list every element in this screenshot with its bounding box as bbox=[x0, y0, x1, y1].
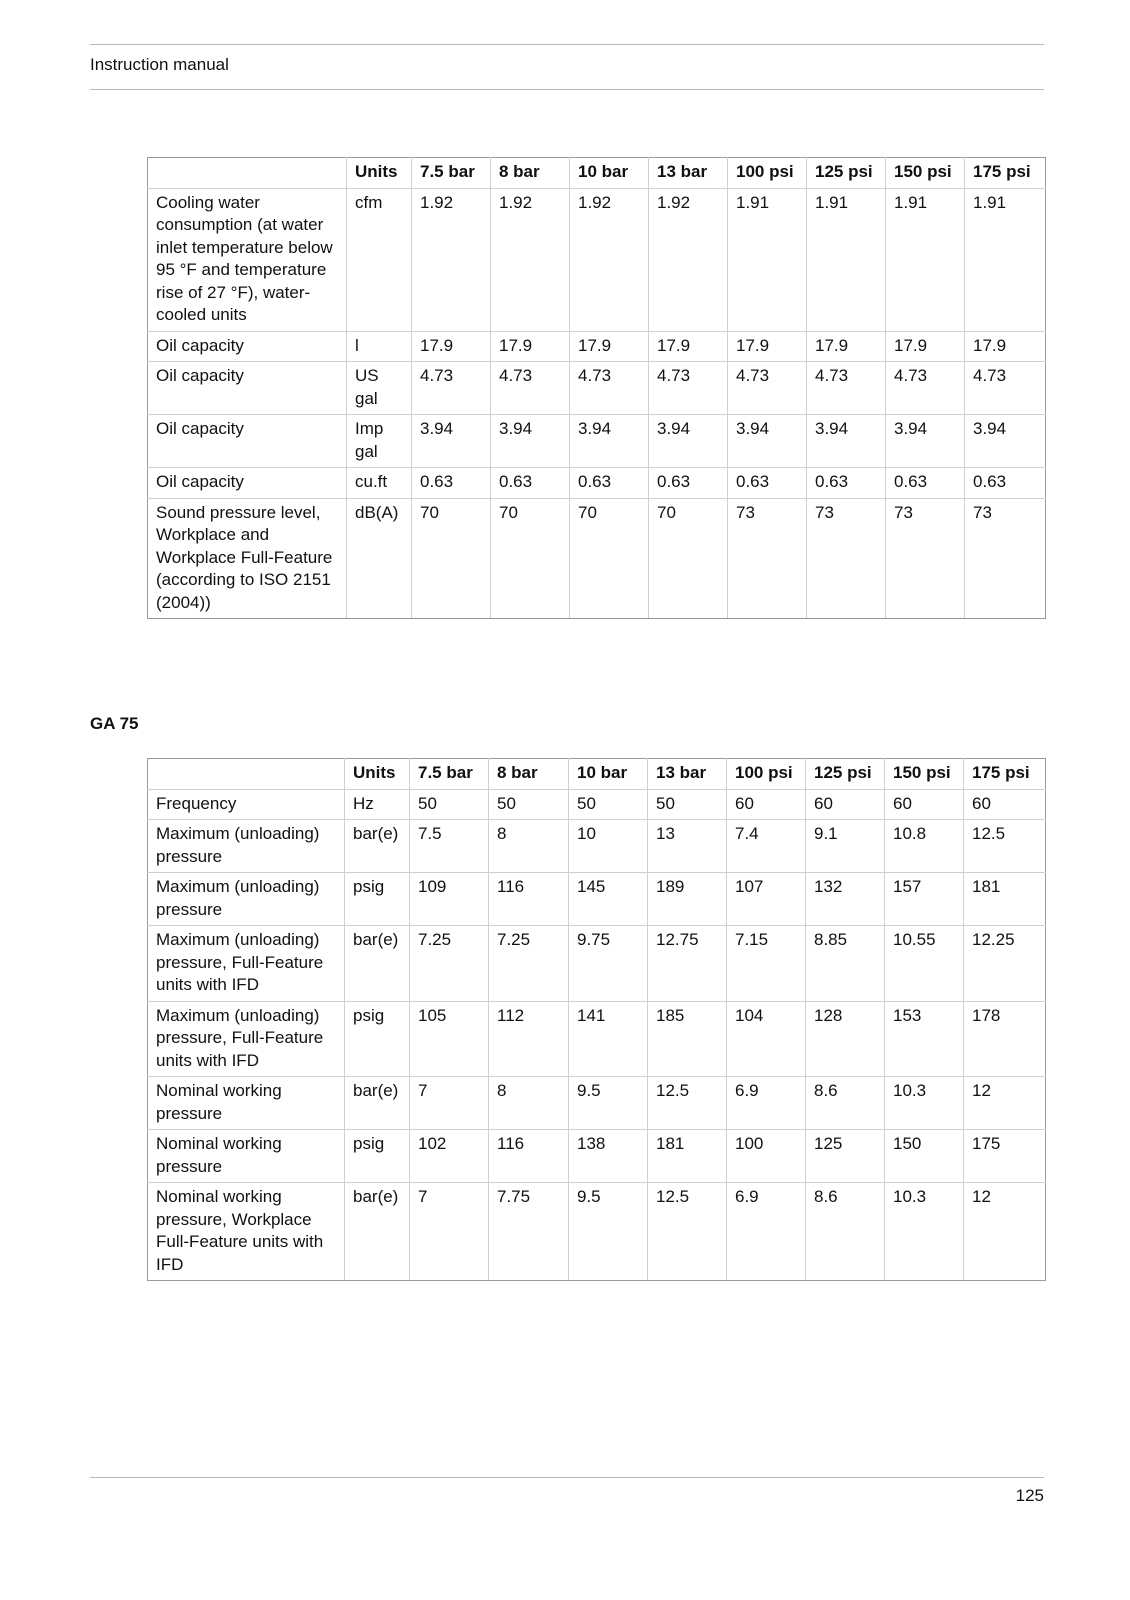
table-row bbox=[148, 362, 1046, 415]
value-cell: 132 bbox=[806, 873, 885, 926]
table-row bbox=[148, 415, 1046, 468]
value-cell: 6.9 bbox=[727, 1183, 806, 1281]
table-row bbox=[148, 498, 1046, 619]
value-cell: 125 bbox=[806, 1130, 885, 1183]
value-cell: 102 bbox=[410, 1130, 489, 1183]
unit-cell: psig bbox=[345, 873, 410, 926]
table-row bbox=[148, 331, 1046, 362]
value-cell: 60 bbox=[964, 789, 1046, 820]
value-cell: 60 bbox=[727, 789, 806, 820]
value-cell: 12.75 bbox=[648, 926, 727, 1002]
value-cell: 8 bbox=[489, 820, 569, 873]
value-cell: 73 bbox=[965, 498, 1046, 619]
value-cell: 73 bbox=[807, 498, 886, 619]
value-cell: 3.94 bbox=[491, 415, 570, 468]
value-cell: 10.55 bbox=[885, 926, 964, 1002]
value-cell: 9.75 bbox=[569, 926, 648, 1002]
value-cell: 138 bbox=[569, 1130, 648, 1183]
unit-cell: cu.ft bbox=[347, 468, 412, 499]
value-cell: 178 bbox=[964, 1001, 1046, 1077]
value-cell: 1.92 bbox=[491, 188, 570, 331]
value-cell: 10.8 bbox=[885, 820, 964, 873]
value-cell: 7.5 bbox=[410, 820, 489, 873]
value-cell: 9.5 bbox=[569, 1077, 648, 1130]
value-cell: 1.91 bbox=[886, 188, 965, 331]
value-cell: 17.9 bbox=[570, 331, 649, 362]
value-cell: 70 bbox=[491, 498, 570, 619]
header-top-rule bbox=[90, 44, 1044, 45]
unit-cell: dB(A) bbox=[347, 498, 412, 619]
row-label: Oil capacity bbox=[148, 362, 347, 415]
value-cell: 50 bbox=[410, 789, 489, 820]
value-cell: 12.5 bbox=[648, 1077, 727, 1130]
value-cell: 157 bbox=[885, 873, 964, 926]
value-cell: 12.5 bbox=[648, 1183, 727, 1281]
column-header: 175 psi bbox=[965, 158, 1046, 189]
column-header: 7.5 bar bbox=[412, 158, 491, 189]
value-cell: 1.92 bbox=[570, 188, 649, 331]
unit-cell: l bbox=[347, 331, 412, 362]
unit-cell: cfm bbox=[347, 188, 412, 331]
column-header: 7.5 bar bbox=[410, 759, 489, 790]
table-row bbox=[148, 789, 1046, 820]
value-cell: 17.9 bbox=[807, 331, 886, 362]
table-row bbox=[148, 926, 1046, 1002]
value-cell: 10.3 bbox=[885, 1183, 964, 1281]
value-cell: 181 bbox=[964, 873, 1046, 926]
value-cell: 3.94 bbox=[886, 415, 965, 468]
unit-cell: US gal bbox=[347, 362, 412, 415]
value-cell: 8 bbox=[489, 1077, 569, 1130]
value-cell: 0.63 bbox=[886, 468, 965, 499]
value-cell: 17.9 bbox=[965, 331, 1046, 362]
column-header: 100 psi bbox=[727, 759, 806, 790]
unit-cell: psig bbox=[345, 1001, 410, 1077]
value-cell: 4.73 bbox=[649, 362, 728, 415]
value-cell: 1.91 bbox=[965, 188, 1046, 331]
spec-table-2 bbox=[147, 758, 1046, 1281]
value-cell: 17.9 bbox=[491, 331, 570, 362]
value-cell: 181 bbox=[648, 1130, 727, 1183]
column-header: 10 bar bbox=[569, 759, 648, 790]
value-cell: 7.75 bbox=[489, 1183, 569, 1281]
value-cell: 17.9 bbox=[886, 331, 965, 362]
value-cell: 7.25 bbox=[489, 926, 569, 1002]
column-header: 175 psi bbox=[964, 759, 1046, 790]
row-label: Maximum (unloading) pressure bbox=[148, 873, 345, 926]
value-cell: 73 bbox=[886, 498, 965, 619]
value-cell: 8.6 bbox=[806, 1183, 885, 1281]
document-title: Instruction manual bbox=[90, 55, 229, 74]
value-cell: 60 bbox=[885, 789, 964, 820]
row-label: Cooling water consumption (at water inlet temperature below 95 °F and temperature rise of 27 °F), water-cooled units bbox=[148, 188, 347, 331]
value-cell: 3.94 bbox=[965, 415, 1046, 468]
page-number: 125 bbox=[1015, 1486, 1044, 1505]
table-row bbox=[148, 820, 1046, 873]
column-header: Units bbox=[347, 158, 412, 189]
value-cell: 3.94 bbox=[807, 415, 886, 468]
value-cell: 1.92 bbox=[649, 188, 728, 331]
table-row bbox=[148, 873, 1046, 926]
value-cell: 0.63 bbox=[570, 468, 649, 499]
table-row bbox=[148, 468, 1046, 499]
value-cell: 145 bbox=[569, 873, 648, 926]
column-header: 8 bar bbox=[491, 158, 570, 189]
unit-cell: bar(e) bbox=[345, 820, 410, 873]
row-label: Nominal working pressure bbox=[148, 1077, 345, 1130]
value-cell: 128 bbox=[806, 1001, 885, 1077]
value-cell: 1.92 bbox=[412, 188, 491, 331]
footer-rule bbox=[90, 1477, 1044, 1478]
value-cell: 4.73 bbox=[728, 362, 807, 415]
value-cell: 112 bbox=[489, 1001, 569, 1077]
value-cell: 4.73 bbox=[965, 362, 1046, 415]
header-bottom-rule bbox=[90, 89, 1044, 90]
value-cell: 4.73 bbox=[412, 362, 491, 415]
value-cell: 13 bbox=[648, 820, 727, 873]
spec-table-1 bbox=[147, 157, 1046, 619]
value-cell: 116 bbox=[489, 1130, 569, 1183]
value-cell: 73 bbox=[728, 498, 807, 619]
value-cell: 116 bbox=[489, 873, 569, 926]
table-row bbox=[148, 1130, 1046, 1183]
value-cell: 7.4 bbox=[727, 820, 806, 873]
value-cell: 0.63 bbox=[807, 468, 886, 499]
value-cell: 3.94 bbox=[570, 415, 649, 468]
value-cell: 70 bbox=[412, 498, 491, 619]
value-cell: 50 bbox=[648, 789, 727, 820]
value-cell: 0.63 bbox=[649, 468, 728, 499]
value-cell: 4.73 bbox=[807, 362, 886, 415]
value-cell: 0.63 bbox=[728, 468, 807, 499]
table-header-row bbox=[148, 158, 1046, 189]
value-cell: 185 bbox=[648, 1001, 727, 1077]
value-cell: 141 bbox=[569, 1001, 648, 1077]
value-cell: 7.15 bbox=[727, 926, 806, 1002]
value-cell: 4.73 bbox=[570, 362, 649, 415]
value-cell: 70 bbox=[649, 498, 728, 619]
value-cell: 9.1 bbox=[806, 820, 885, 873]
value-cell: 17.9 bbox=[728, 331, 807, 362]
row-label: Oil capacity bbox=[148, 415, 347, 468]
value-cell: 107 bbox=[727, 873, 806, 926]
column-header: Units bbox=[345, 759, 410, 790]
column-header: 125 psi bbox=[807, 158, 886, 189]
unit-cell: bar(e) bbox=[345, 1183, 410, 1281]
value-cell: 0.63 bbox=[412, 468, 491, 499]
value-cell: 8.85 bbox=[806, 926, 885, 1002]
row-label: Oil capacity bbox=[148, 331, 347, 362]
value-cell: 1.91 bbox=[807, 188, 886, 331]
value-cell: 17.9 bbox=[649, 331, 728, 362]
column-header: 150 psi bbox=[885, 759, 964, 790]
value-cell: 0.63 bbox=[965, 468, 1046, 499]
value-cell: 12 bbox=[964, 1183, 1046, 1281]
section-heading: GA 75 bbox=[90, 714, 139, 733]
value-cell: 50 bbox=[489, 789, 569, 820]
table-row bbox=[148, 1183, 1046, 1281]
value-cell: 3.94 bbox=[412, 415, 491, 468]
value-cell: 104 bbox=[727, 1001, 806, 1077]
value-cell: 12.25 bbox=[964, 926, 1046, 1002]
unit-cell: Imp gal bbox=[347, 415, 412, 468]
row-label: Frequency bbox=[148, 789, 345, 820]
value-cell: 17.9 bbox=[412, 331, 491, 362]
unit-cell: psig bbox=[345, 1130, 410, 1183]
column-header bbox=[148, 759, 345, 790]
column-header: 100 psi bbox=[728, 158, 807, 189]
value-cell: 3.94 bbox=[728, 415, 807, 468]
table-header-row bbox=[148, 759, 1046, 790]
value-cell: 189 bbox=[648, 873, 727, 926]
value-cell: 70 bbox=[570, 498, 649, 619]
value-cell: 7 bbox=[410, 1077, 489, 1130]
row-label: Maximum (unloading) pressure, Full-Feature units with IFD bbox=[148, 926, 345, 1002]
value-cell: 175 bbox=[964, 1130, 1046, 1183]
column-header: 8 bar bbox=[489, 759, 569, 790]
value-cell: 7 bbox=[410, 1183, 489, 1281]
value-cell: 50 bbox=[569, 789, 648, 820]
row-label: Nominal working pressure, Workplace Full-Feature units with IFD bbox=[148, 1183, 345, 1281]
value-cell: 10.3 bbox=[885, 1077, 964, 1130]
column-header: 125 psi bbox=[806, 759, 885, 790]
value-cell: 4.73 bbox=[491, 362, 570, 415]
value-cell: 10 bbox=[569, 820, 648, 873]
row-label: Maximum (unloading) pressure bbox=[148, 820, 345, 873]
column-header bbox=[148, 158, 347, 189]
value-cell: 109 bbox=[410, 873, 489, 926]
value-cell: 0.63 bbox=[491, 468, 570, 499]
row-label: Sound pressure level, Workplace and Workplace Full-Feature (according to ISO 2151 (2004)) bbox=[148, 498, 347, 619]
column-header: 13 bar bbox=[648, 759, 727, 790]
value-cell: 153 bbox=[885, 1001, 964, 1077]
value-cell: 3.94 bbox=[649, 415, 728, 468]
value-cell: 6.9 bbox=[727, 1077, 806, 1130]
table-row bbox=[148, 1001, 1046, 1077]
table-row bbox=[148, 188, 1046, 331]
unit-cell: Hz bbox=[345, 789, 410, 820]
value-cell: 12 bbox=[964, 1077, 1046, 1130]
value-cell: 12.5 bbox=[964, 820, 1046, 873]
value-cell: 8.6 bbox=[806, 1077, 885, 1130]
row-label: Nominal working pressure bbox=[148, 1130, 345, 1183]
value-cell: 60 bbox=[806, 789, 885, 820]
column-header: 150 psi bbox=[886, 158, 965, 189]
value-cell: 100 bbox=[727, 1130, 806, 1183]
column-header: 13 bar bbox=[649, 158, 728, 189]
value-cell: 1.91 bbox=[728, 188, 807, 331]
value-cell: 9.5 bbox=[569, 1183, 648, 1281]
table-row bbox=[148, 1077, 1046, 1130]
row-label: Maximum (unloading) pressure, Full-Feature units with IFD bbox=[148, 1001, 345, 1077]
column-header: 10 bar bbox=[570, 158, 649, 189]
value-cell: 4.73 bbox=[886, 362, 965, 415]
row-label: Oil capacity bbox=[148, 468, 347, 499]
value-cell: 150 bbox=[885, 1130, 964, 1183]
value-cell: 105 bbox=[410, 1001, 489, 1077]
value-cell: 7.25 bbox=[410, 926, 489, 1002]
unit-cell: bar(e) bbox=[345, 1077, 410, 1130]
unit-cell: bar(e) bbox=[345, 926, 410, 1002]
